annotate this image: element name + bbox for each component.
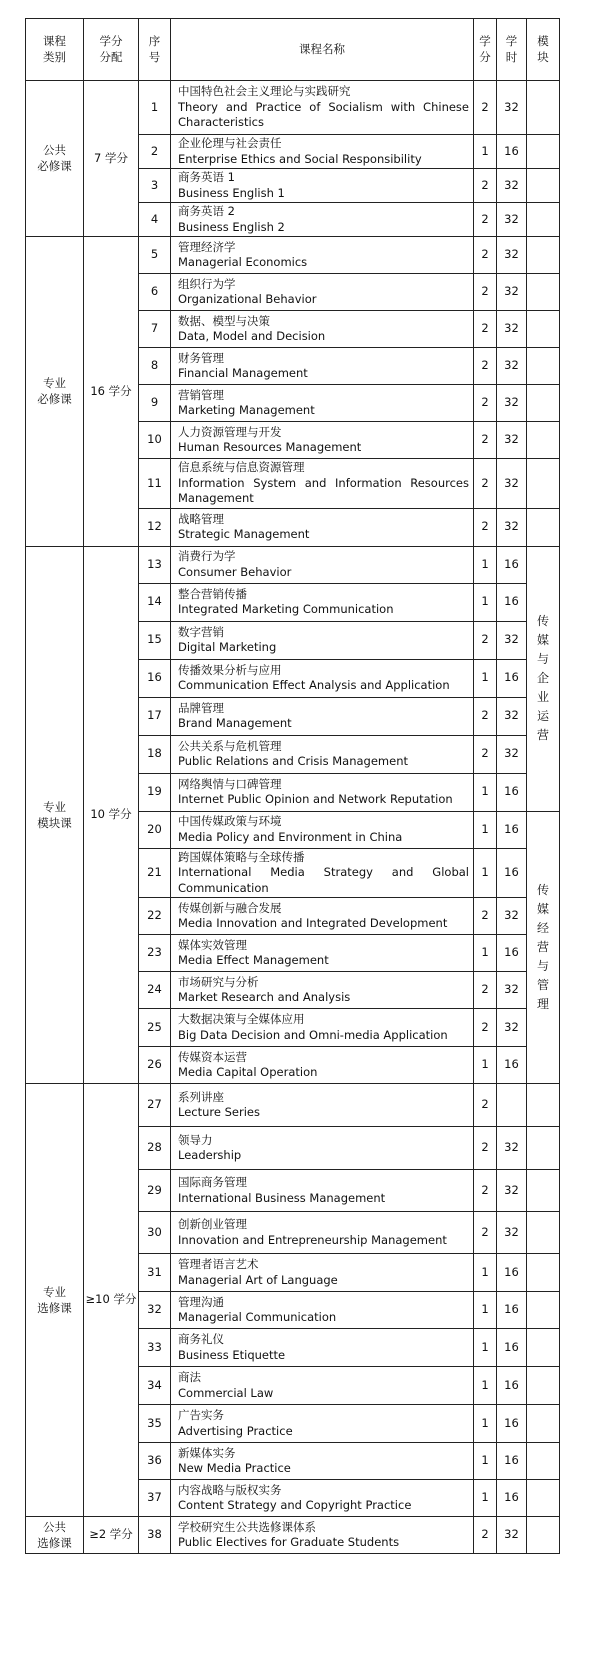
header-module: 模 块	[527, 19, 560, 81]
course-name-cn: 市场研究与分析	[178, 974, 259, 989]
course-hours: 16	[497, 583, 527, 621]
course-number: 23	[139, 935, 171, 972]
course-name-cell	[171, 348, 474, 385]
table-row	[26, 81, 560, 135]
course-name-en: Managerial Economics	[178, 255, 308, 269]
course-name-cell	[171, 898, 474, 935]
course-number: 33	[139, 1329, 171, 1367]
module-cell-empty	[527, 1292, 560, 1329]
course-name-en: New Media Practice	[178, 1461, 291, 1475]
module-cell-empty	[527, 81, 560, 135]
course-number: 37	[139, 1480, 171, 1517]
course-name-cell	[171, 1517, 474, 1554]
course-name-cn: 传媒创新与融合发展	[178, 900, 282, 915]
course-name-cn: 商法	[178, 1370, 201, 1384]
course-credit: 2	[474, 621, 497, 659]
course-number: 36	[139, 1443, 171, 1480]
allocation-cell: ≥2 学分	[84, 1517, 139, 1554]
course-name-cn: 消费行为学	[178, 549, 236, 563]
course-name-en: Human Resources Management	[178, 440, 362, 454]
course-credit: 2	[474, 735, 497, 773]
course-name-cell	[171, 1405, 474, 1443]
course-hours: 16	[497, 1480, 527, 1517]
course-number: 7	[139, 311, 171, 348]
course-name-cn: 品牌管理	[178, 700, 224, 715]
course-credit: 2	[474, 274, 497, 311]
course-number: 6	[139, 274, 171, 311]
category-label: 公共 选修课	[37, 1519, 72, 1550]
course-credit: 2	[474, 972, 497, 1009]
course-name-cn: 公共关系与危机管理	[178, 738, 282, 753]
course-hours: 32	[497, 972, 527, 1009]
course-name-en: Innovation and Entrepreneurship Management	[178, 1232, 447, 1247]
course-number: 17	[139, 697, 171, 735]
course-number: 35	[139, 1405, 171, 1443]
course-name-cell	[171, 1212, 474, 1254]
module-cell-empty	[527, 422, 560, 459]
course-name-cn: 学校研究生公共选修课体系	[178, 1519, 316, 1534]
course-name-cn: 广告实务	[178, 1408, 224, 1422]
course-credit: 1	[474, 1443, 497, 1480]
course-name-cn: 新媒体实务	[178, 1445, 236, 1460]
course-number: 13	[139, 546, 171, 583]
course-credit: 1	[474, 848, 497, 898]
course-name-cn: 商务礼仪	[178, 1332, 224, 1346]
course-number: 11	[139, 459, 171, 509]
course-name-cn: 营销管理	[178, 387, 224, 402]
course-credit: 1	[474, 1329, 497, 1367]
course-name-cn: 中国特色社会主义理论与实践研究	[178, 84, 351, 99]
course-number: 1	[139, 81, 171, 135]
table-row	[26, 546, 560, 583]
course-name-cell	[171, 203, 474, 237]
module-cell-empty	[527, 459, 560, 509]
course-name-cell	[171, 935, 474, 972]
course-name-cell	[171, 546, 474, 583]
course-name-en: International Business Management	[178, 1190, 386, 1205]
course-name-cell	[171, 459, 474, 509]
allocation-cell: ≥10 学分	[84, 1084, 139, 1517]
course-name-cn: 中国传媒政策与环境	[178, 814, 282, 828]
allocation-cell: 16 学分	[84, 237, 139, 547]
course-number: 5	[139, 237, 171, 274]
course-number: 20	[139, 811, 171, 848]
course-name-cell	[171, 697, 474, 735]
module-cell-empty	[527, 311, 560, 348]
course-name-cell	[171, 422, 474, 459]
header-course-name: 课程名称	[171, 19, 474, 81]
course-name-cn: 企业伦理与社会责任	[178, 136, 282, 150]
module-cell-empty	[527, 1443, 560, 1480]
header-number: 序 号	[139, 19, 171, 81]
course-hours: 32	[497, 898, 527, 935]
course-hours: 16	[497, 1329, 527, 1367]
course-name-cell	[171, 1127, 474, 1170]
course-credit: 1	[474, 1367, 497, 1405]
course-name-cell	[171, 274, 474, 311]
course-name-cell	[171, 81, 474, 135]
course-number: 4	[139, 203, 171, 237]
course-name-cn: 内容战略与版权实务	[178, 1482, 282, 1497]
curriculum-table	[25, 18, 560, 1554]
course-name-en: Advertising Practice	[178, 1423, 293, 1438]
course-number: 24	[139, 972, 171, 1009]
course-name-cn: 创新创业管理	[178, 1217, 247, 1231]
course-name-cell	[171, 1084, 474, 1127]
course-number: 22	[139, 898, 171, 935]
module-label: 传媒经营与管理	[537, 882, 550, 1011]
course-name-en: Theory and Practice of Socialism with Chinese Characteristics	[178, 99, 469, 130]
course-name-cell	[171, 508, 474, 546]
module-cell-empty	[527, 1170, 560, 1212]
course-name-cn: 财务管理	[178, 350, 224, 365]
course-name-cn: 信息系统与信息资源管理	[178, 460, 305, 474]
course-name-cell	[171, 735, 474, 773]
module-cell-empty	[527, 1367, 560, 1405]
course-name-en: Business Etiquette	[178, 1347, 286, 1362]
module-label: 传媒与企业运营	[537, 614, 550, 742]
course-hours: 16	[497, 848, 527, 898]
course-name-en: International Media Strategy and Global Communication	[178, 865, 469, 895]
course-name-cell	[171, 311, 474, 348]
category-cell	[26, 1084, 84, 1517]
course-hours: 16	[497, 1367, 527, 1405]
course-hours: 16	[497, 773, 527, 811]
course-number: 8	[139, 348, 171, 385]
course-name-cell	[171, 1254, 474, 1292]
course-name-cell	[171, 135, 474, 169]
course-hours: 16	[497, 135, 527, 169]
course-name-en: Strategic Management	[178, 527, 310, 541]
course-name-en: Lecture Series	[178, 1105, 260, 1119]
module-cell-empty	[527, 1329, 560, 1367]
category-label: 专业 选修课	[37, 1284, 72, 1315]
course-hours: 32	[497, 735, 527, 773]
module-cell-empty	[527, 237, 560, 274]
course-name-cell	[171, 1367, 474, 1405]
course-name-cn: 管理经济学	[178, 239, 236, 254]
course-credit: 1	[474, 135, 497, 169]
course-hours: 32	[497, 169, 527, 203]
curriculum-table-wrapper	[25, 18, 550, 1554]
course-name-en: Financial Management	[178, 366, 308, 380]
course-name-cell	[171, 1292, 474, 1329]
course-name-en: Consumer Behavior	[178, 564, 292, 579]
header-credit: 学 分	[474, 19, 497, 81]
course-credit: 1	[474, 811, 497, 848]
module-cell-empty	[527, 1254, 560, 1292]
course-hours: 16	[497, 1047, 527, 1084]
course-hours: 16	[497, 1254, 527, 1292]
course-credit: 2	[474, 81, 497, 135]
course-name-en: Marketing Management	[178, 403, 315, 417]
course-credit: 2	[474, 697, 497, 735]
course-credit: 2	[474, 508, 497, 546]
course-number: 29	[139, 1170, 171, 1212]
course-number: 19	[139, 773, 171, 811]
course-hours	[497, 1084, 527, 1127]
module-cell-empty	[527, 1084, 560, 1127]
course-number: 2	[139, 135, 171, 169]
course-number: 27	[139, 1084, 171, 1127]
course-credit: 2	[474, 1127, 497, 1170]
course-hours: 32	[497, 697, 527, 735]
course-credit: 2	[474, 898, 497, 935]
course-name-cn: 管理沟通	[178, 1294, 224, 1309]
course-name-en: Data, Model and Decision	[178, 329, 326, 343]
course-hours: 32	[497, 508, 527, 546]
course-credit: 1	[474, 659, 497, 697]
module-cell-empty	[527, 1405, 560, 1443]
course-number: 12	[139, 508, 171, 546]
course-hours: 32	[497, 1009, 527, 1047]
course-name-en: Commercial Law	[178, 1385, 274, 1400]
course-name-cn: 整合营销传播	[178, 586, 247, 601]
course-credit: 2	[474, 311, 497, 348]
course-name-cn: 大数据决策与全媒体应用	[178, 1012, 305, 1026]
course-number: 16	[139, 659, 171, 697]
curriculum-body	[26, 81, 560, 1554]
course-number: 9	[139, 385, 171, 422]
course-name-en: Public Electives for Graduate Students	[178, 1535, 400, 1549]
course-hours: 32	[497, 1517, 527, 1554]
module-cell-empty	[527, 1517, 560, 1554]
course-credit: 1	[474, 935, 497, 972]
course-hours: 32	[497, 459, 527, 509]
course-name-cell	[171, 1443, 474, 1480]
course-name-en: Organizational Behavior	[178, 292, 317, 306]
course-name-cell	[171, 583, 474, 621]
course-credit: 1	[474, 1405, 497, 1443]
course-name-cell	[171, 1047, 474, 1084]
course-name-en: Public Relations and Crisis Management	[178, 754, 408, 768]
category-cell	[26, 81, 84, 237]
course-number: 32	[139, 1292, 171, 1329]
course-name-cell	[171, 972, 474, 1009]
course-credit: 2	[474, 1517, 497, 1554]
course-name-cn: 系列讲座	[178, 1089, 224, 1104]
course-credit: 1	[474, 546, 497, 583]
course-name-cn: 传媒资本运营	[178, 1049, 247, 1064]
course-hours: 16	[497, 1292, 527, 1329]
course-name-en: Business English 2	[178, 219, 285, 234]
course-name-en: Business English 1	[178, 185, 285, 200]
course-name-en: Integrated Marketing Communication	[178, 602, 394, 616]
course-name-cn: 网络舆情与口碑管理	[178, 776, 282, 791]
course-credit: 2	[474, 1009, 497, 1047]
course-hours: 32	[497, 348, 527, 385]
category-label: 公共 必修课	[37, 143, 72, 174]
course-hours: 32	[497, 1212, 527, 1254]
course-hours: 16	[497, 1405, 527, 1443]
module-cell	[527, 811, 560, 1084]
course-name-en: Managerial Communication	[178, 1310, 337, 1324]
module-cell-empty	[527, 169, 560, 203]
course-hours: 16	[497, 546, 527, 583]
course-credit: 2	[474, 459, 497, 509]
course-name-cn: 领导力	[178, 1132, 213, 1147]
course-hours: 32	[497, 274, 527, 311]
course-name-cn: 数字营销	[178, 624, 224, 639]
category-cell	[26, 237, 84, 547]
course-number: 14	[139, 583, 171, 621]
course-hours: 32	[497, 237, 527, 274]
course-credit: 2	[474, 169, 497, 203]
course-hours: 32	[497, 1127, 527, 1170]
course-name-cell	[171, 659, 474, 697]
module-cell-empty	[527, 1212, 560, 1254]
course-name-cn: 商务英语 1	[178, 170, 235, 184]
course-name-cell	[171, 1170, 474, 1212]
course-name-cn: 人力资源管理与开发	[178, 424, 282, 439]
course-name-cn: 传播效果分析与应用	[178, 662, 282, 677]
table-row	[26, 1084, 560, 1127]
course-credit: 1	[474, 1480, 497, 1517]
header-hours: 学 时	[497, 19, 527, 81]
course-number: 18	[139, 735, 171, 773]
course-credit: 1	[474, 1292, 497, 1329]
course-name-en: Managerial Art of Language	[178, 1272, 338, 1287]
course-credit: 2	[474, 1170, 497, 1212]
course-name-en: Content Strategy and Copyright Practice	[178, 1498, 412, 1512]
course-credit: 2	[474, 385, 497, 422]
course-name-cell	[171, 1329, 474, 1367]
course-name-cell	[171, 1009, 474, 1047]
course-hours: 32	[497, 621, 527, 659]
course-credit: 2	[474, 348, 497, 385]
course-hours: 32	[497, 1170, 527, 1212]
course-name-en: Market Research and Analysis	[178, 990, 351, 1004]
course-hours: 32	[497, 203, 527, 237]
course-name-en: Media Capital Operation	[178, 1065, 318, 1079]
course-name-en: Leadership	[178, 1148, 242, 1162]
course-number: 34	[139, 1367, 171, 1405]
course-name-cn: 组织行为学	[178, 276, 236, 291]
course-name-cell	[171, 169, 474, 203]
course-number: 38	[139, 1517, 171, 1554]
course-credit: 2	[474, 237, 497, 274]
course-name-cn: 媒体实效管理	[178, 937, 247, 952]
course-number: 10	[139, 422, 171, 459]
course-name-cn: 商务英语 2	[178, 204, 235, 218]
course-name-en: Communication Effect Analysis and Application	[178, 678, 450, 692]
category-label: 专业 模块课	[37, 799, 72, 830]
module-cell-empty	[527, 385, 560, 422]
course-hours: 16	[497, 811, 527, 848]
course-name-cell	[171, 811, 474, 848]
header-category: 课程 类别	[26, 19, 84, 81]
course-number: 15	[139, 621, 171, 659]
course-hours: 32	[497, 385, 527, 422]
course-hours: 16	[497, 935, 527, 972]
course-name-cell	[171, 385, 474, 422]
category-label: 专业 必修课	[37, 376, 72, 406]
course-name-en: Media Innovation and Integrated Development	[178, 916, 448, 930]
course-credit: 2	[474, 422, 497, 459]
allocation-cell: 7 学分	[84, 81, 139, 237]
course-number: 30	[139, 1212, 171, 1254]
course-number: 31	[139, 1254, 171, 1292]
course-name-cell	[171, 773, 474, 811]
table-row	[26, 1517, 560, 1554]
course-number: 21	[139, 848, 171, 898]
header-allocation: 学分 分配	[84, 19, 139, 81]
course-name-en: Media Policy and Environment in China	[178, 829, 403, 844]
module-cell-empty	[527, 135, 560, 169]
module-cell-empty	[527, 274, 560, 311]
course-hours: 32	[497, 81, 527, 135]
course-name-cell	[171, 848, 474, 898]
course-name-cn: 战略管理	[178, 511, 224, 526]
course-credit: 2	[474, 1212, 497, 1254]
course-name-en: Big Data Decision and Omni-media Application	[178, 1027, 448, 1042]
course-credit: 1	[474, 1047, 497, 1084]
course-number: 25	[139, 1009, 171, 1047]
course-name-cn: 国际商务管理	[178, 1175, 247, 1189]
course-credit: 1	[474, 1254, 497, 1292]
course-name-cell	[171, 1480, 474, 1517]
module-cell-empty	[527, 1127, 560, 1170]
course-credit: 1	[474, 583, 497, 621]
course-name-en: Media Effect Management	[178, 953, 329, 967]
course-name-cn: 管理者语言艺术	[178, 1257, 259, 1271]
course-hours: 32	[497, 311, 527, 348]
course-hours: 32	[497, 422, 527, 459]
course-credit: 2	[474, 203, 497, 237]
course-number: 3	[139, 169, 171, 203]
allocation-cell: 10 学分	[84, 546, 139, 1084]
course-credit: 2	[474, 1084, 497, 1127]
course-name-cell	[171, 237, 474, 274]
course-hours: 16	[497, 659, 527, 697]
course-credit: 1	[474, 773, 497, 811]
header-row	[26, 19, 560, 81]
course-hours: 16	[497, 1443, 527, 1480]
course-name-cn: 跨国媒体策略与全球传播	[178, 849, 305, 864]
course-name-en: Information System and Information Resources Management	[178, 475, 469, 505]
course-name-en: Internet Public Opinion and Network Reputation	[178, 792, 453, 806]
course-number: 26	[139, 1047, 171, 1084]
module-cell-empty	[527, 348, 560, 385]
course-name-cell	[171, 621, 474, 659]
module-cell-empty	[527, 508, 560, 546]
module-cell-empty	[527, 203, 560, 237]
course-name-cn: 数据、模型与决策	[178, 313, 270, 328]
course-number: 28	[139, 1127, 171, 1170]
module-cell-empty	[527, 1480, 560, 1517]
course-name-en: Digital Marketing	[178, 640, 277, 654]
course-name-en: Enterprise Ethics and Social Responsibility	[178, 151, 422, 166]
course-name-en: Brand Management	[178, 716, 292, 730]
category-cell	[26, 546, 84, 1084]
module-cell	[527, 546, 560, 811]
table-row	[26, 237, 560, 274]
category-cell	[26, 1517, 84, 1554]
